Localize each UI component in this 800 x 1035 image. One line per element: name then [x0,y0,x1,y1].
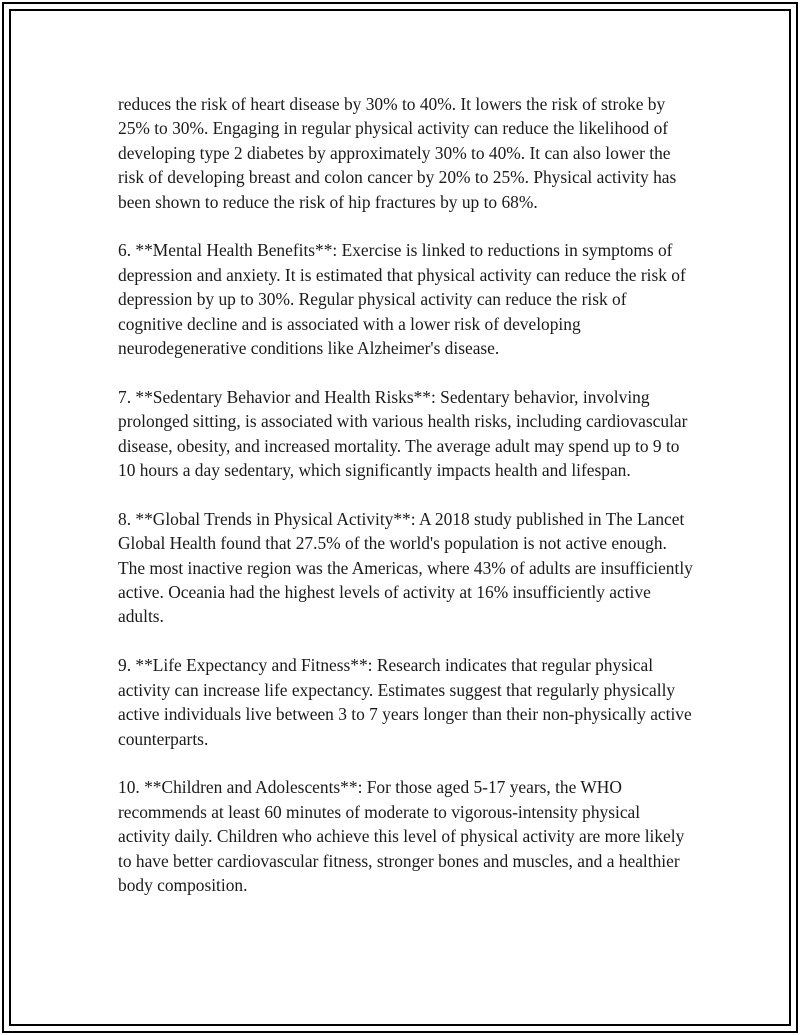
paragraph-mental-health-benefits: 6. **Mental Health Benefits**: Exercise is linked to reductions in symptoms of depression and anxiety. It is estimated that physical activity can reduce the risk of depression by up to 30%. Regular physical activity can reduce the risk of cognitive decline and is associated with a lower risk of developing neurodegenerative conditions like Alzheimer's disease. [118,240,686,359]
document-body [118,92,693,897]
paragraph-life-expectancy: 9. **Life Expectancy and Fitness**: Research indicates that regular physical activity can increase life expectancy. Estimates suggest that regularly physically active individuals live between 3 to 7 years longer than their non-physically active counterparts. [118,655,692,749]
paragraph-global-trends: 8. **Global Trends in Physical Activity**: A 2018 study published in The Lancet Global Health found that 27.5% of the world's population is not active enough. The most inactive region was the Americas, where 43% of adults are insufficiently active. Oceania had the highest levels of activity at 16% insufficiently active adults. [118,508,693,627]
paragraph-children-adolescents: 10. **Children and Adolescents**: For those aged 5-17 years, the WHO recommends at least 60 minutes of moderate to vigorous-intensity physical activity daily. Children who achieve this level of physical activity are more likely to have better cardiovascular fitness, stronger bones and muscles, and a healthier body composition. [118,777,685,895]
paragraph-chronic-disease-risk: reduces the risk of heart disease by 30% to 40%. It lowers the risk of stroke by 25% to 30%. Engaging in regular physical activity can reduce the likelihood of developing type 2 diabetes by approximately 30% to 40%. It can also lower the risk of developing breast and colon cancer by 20% to 25%. Physical activity has been shown to reduce the risk of hip fractures by up to 68%. [118,94,677,212]
paragraph-sedentary-behavior: 7. **Sedentary Behavior and Health Risks**: Sedentary behavior, involving prolonged sitting, is associated with various health risks, including cardiovascular disease, obesity, and increased mortality. The average adult may spend up to 9 to 10 hours a day sedentary, which significantly impacts health and lifespan. [118,386,688,481]
